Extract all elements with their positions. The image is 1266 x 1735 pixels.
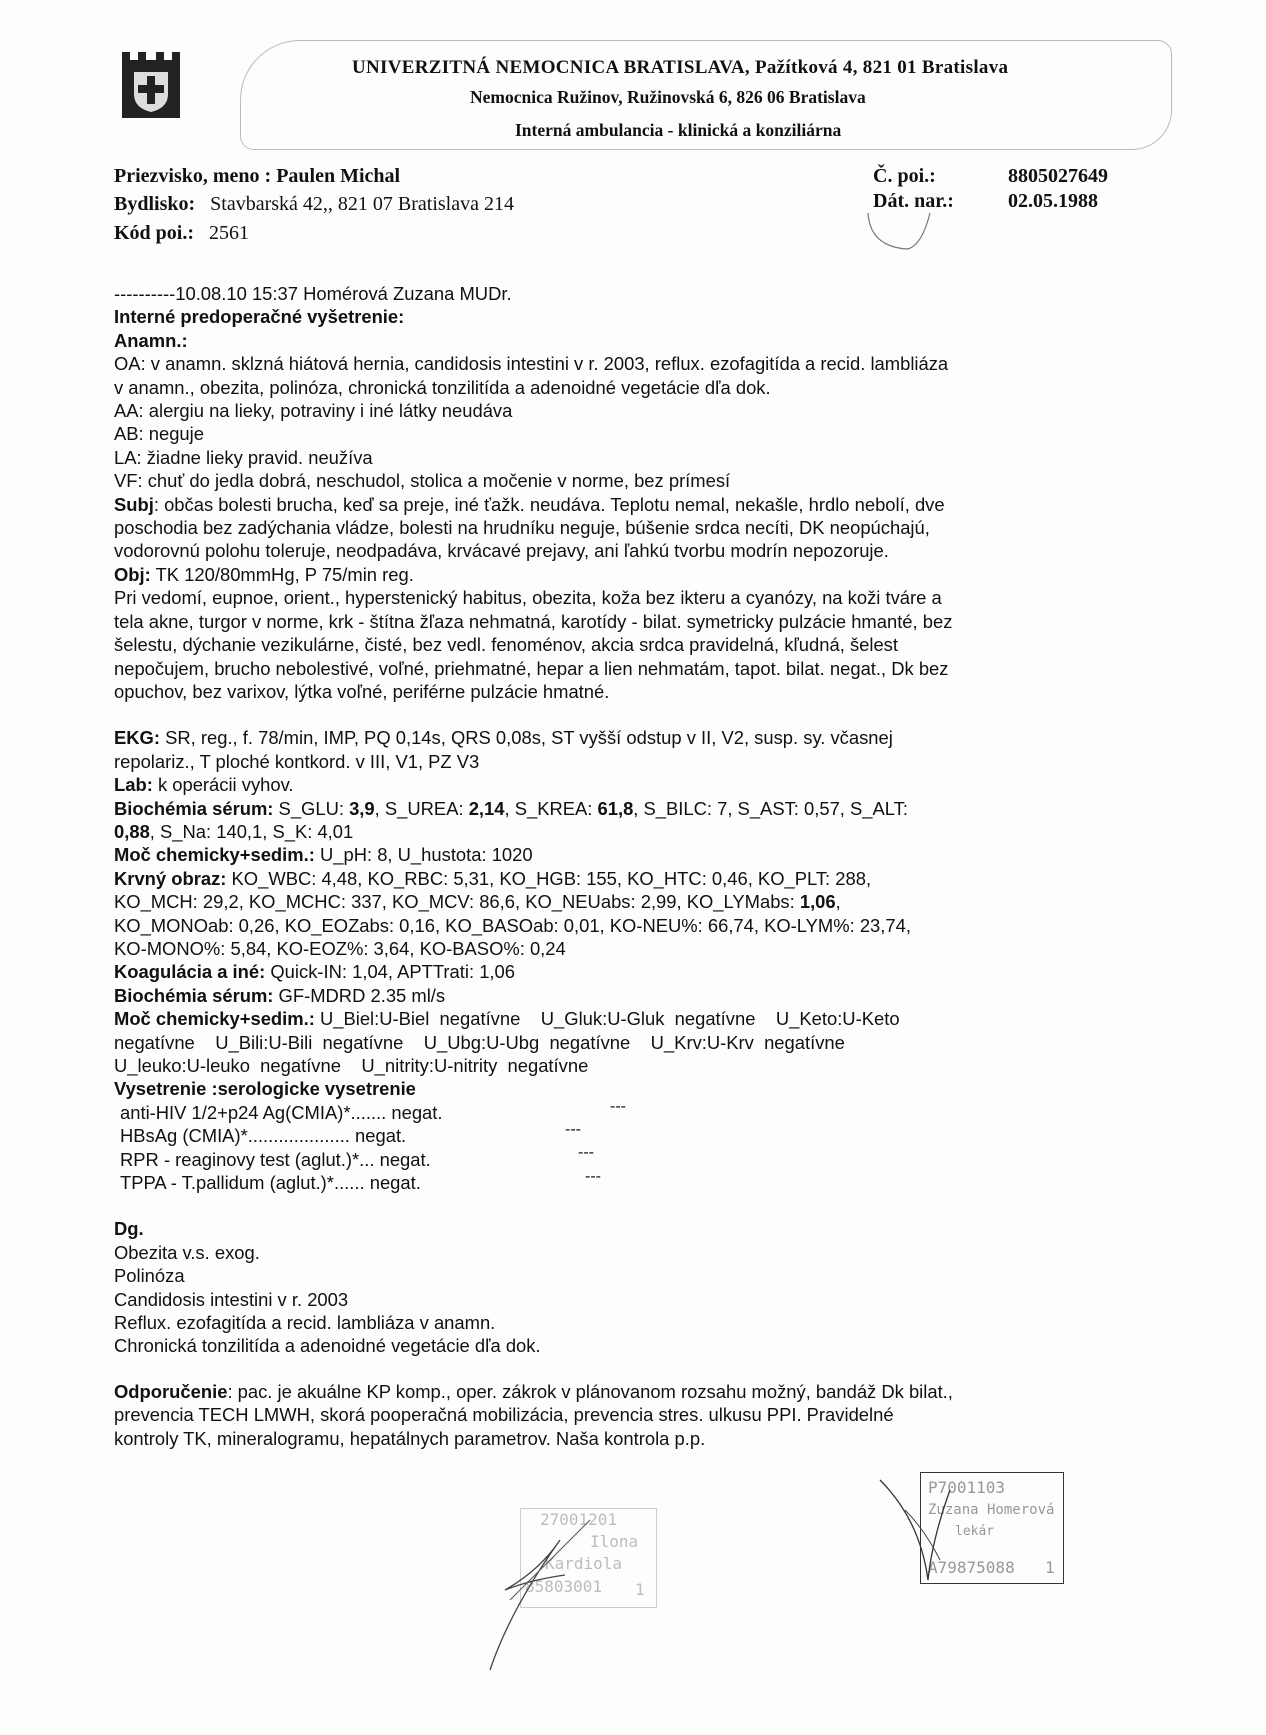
oa-line-1: OA: v anamn. sklzná hiátová hernia, candidosis intestini v r. 2003, reflux. ezofagitída a recid. lambliáza — [114, 353, 949, 375]
biochem-line-1: Biochémia sérum: S_GLU: 3,9, S_UREA: 2,14, S_KREA: 61,8, S_BILC: 7, S_AST: 0,57, S_ALT: — [114, 797, 908, 819]
left-stamp-line-3: Kardiola — [545, 1554, 623, 1573]
vf-line: VF: chuť do jedla dobrá, neschudol, stolica a močenie v norme, bez prímesí — [114, 470, 731, 492]
department-name: Interná ambulancia - klinická a konziliárna — [515, 120, 842, 140]
lab-line: Lab: k operácii vyhov. — [114, 774, 294, 796]
patient-address: Stavbarská 42,, 821 07 Bratislava 214 — [210, 193, 514, 215]
serology-hiv-dash: --- — [610, 1098, 626, 1115]
recommendation-line-3: kontroly TK, mineralogramu, hepatálnych parametrov. Naša kontrola p.p. — [114, 1427, 706, 1449]
anamnesis-label: Anamn.: — [114, 329, 188, 351]
diagnosis-4: Reflux. ezofagitída a recid. lambliáza v anamn. — [114, 1312, 496, 1334]
urine2-line-3: U_leuko:U-leuko negatívne U_nitrity:U-nitrity negatívne — [114, 1055, 589, 1076]
serology-hbsag: HBsAg (CMIA)*.................... negat. — [120, 1125, 407, 1147]
serology-hbsag-dash: --- — [565, 1121, 581, 1138]
subj-line-1: Subj: občas bolesti brucha, keď sa preje, iné ťažk. neudáva. Teplotu nemal, nekašle, hrdlo nebolí, dve — [114, 493, 945, 515]
left-stamp-line-2: Ilona — [590, 1532, 639, 1551]
diagnosis-5: Chronická tonzilitída a adenoidné vegetácie dľa dok. — [114, 1335, 541, 1357]
blood-count-line-3: KO_MONOab: 0,26, KO_EOZabs: 0,16, KO_BASOab: 0,01, KO-NEU%: 66,74, KO-LYM%: 23,74, — [114, 914, 911, 936]
right-stamp-line-1: P7001103 — [928, 1478, 1006, 1497]
recommendation-line-1: Odporučenie: pac. je akuálne KP komp., oper. zákrok v plánovanom rozsahu možný, bandáž Dk bilat., — [114, 1380, 953, 1402]
signature-left — [470, 1500, 650, 1680]
urine2-line-1: Moč chemicky+sedim.: U_Biel:U-Biel negatívne U_Gluk:U-Gluk negatívne U_Keto:U-Keto — [114, 1008, 900, 1030]
ekg-line-2: repolariz., T ploché kontkord. v III, V1, PZ V3 — [114, 750, 480, 772]
obj-line-5: nepočujem, brucho nebolestivé, voľné, priehmatné, hepar a lien nehmatám, tapot. bilat. negat., Dk bez — [114, 657, 949, 679]
serology-rpr-dash: --- — [578, 1144, 594, 1161]
coagulation-line: Koagulácia a iné: Quick-IN: 1,04, APTTrati: 1,06 — [114, 961, 515, 983]
insurer-code-row — [114, 222, 249, 245]
right-stamp-line-4: A79875088 — [928, 1558, 1015, 1577]
hospital-logo — [120, 52, 182, 120]
biochem-line-2: 0,88, S_Na: 140,1, S_K: 4,01 — [114, 820, 354, 842]
obj-line-1: Obj: TK 120/80mmHg, P 75/min reg. — [114, 563, 414, 585]
serology-rpr: RPR - reaginovy test (aglut.)*... negat. — [120, 1148, 431, 1170]
subj-line-3: vodorovnú polohu toleruje, neodpadáva, krvácavé prejavy, ani ľahkú tvorbu modrín nepozoruje. — [114, 540, 889, 562]
insurer-code: 2561 — [209, 222, 250, 244]
patient-name: Paulen Michal — [276, 165, 401, 187]
serology-hiv: anti-HIV 1/2+p24 Ag(CMIA)*....... negat. — [120, 1101, 443, 1123]
patient-name-row — [114, 165, 400, 188]
exam-title: Interné predoperačné vyšetrenie: — [114, 306, 405, 328]
right-stamp-number: 1 — [1045, 1558, 1055, 1577]
ab-line: AB: neguje — [114, 423, 204, 445]
birth-date-label: Dát. nar.: — [873, 190, 954, 212]
la-line: LA: žiadne lieky pravid. neužíva — [114, 446, 373, 468]
subj-line-2: poschodia bez zadýchania vládze, bolesti na hrudníku neguje, búšenie srdca necíti, DK neopúchajú, — [114, 517, 930, 539]
left-stamp-line-4: 85803001 — [525, 1577, 603, 1596]
patient-address-row — [114, 193, 514, 216]
urine-line-1: Moč chemicky+sedim.: U_pH: 8, U_hustota: 1020 — [114, 844, 533, 866]
patient-name-label: Priezvisko, meno : — [114, 165, 272, 187]
patient-address-label: Bydlisko: — [114, 193, 196, 215]
aa-line: AA: alergiu na lieky, potraviny i iné látky neudáva — [114, 400, 513, 422]
urine2-line-2: negatívne U_Bili:U-Bili negatívne U_Ubg:U-Ubg negatívne U_Krv:U-Krv negatívne — [114, 1031, 845, 1053]
recommendation-line-2: prevencia TECH LMWH, skorá pooperačná mobilizácia, prevencia stres. ulkusu PPI. Pravidelné — [114, 1404, 894, 1426]
biochem2-line: Biochémia sérum: GF-MDRD 2.35 ml/s — [114, 984, 446, 1006]
right-stamp-line-3: lekár — [955, 1524, 995, 1539]
insurance-no: 8805027649 — [1008, 165, 1108, 187]
blood-count-line-2: KO_MCH: 29,2, KO_MCHC: 337, KO_MCV: 86,6, KO_NEUabs: 2,99, KO_LYMabs: 1,06, — [114, 891, 841, 913]
serology-tppa: TPPA - T.pallidum (aglut.)*...... negat. — [120, 1172, 421, 1194]
oa-line-2: v anamn., obezita, polinóza, chronická tonzilitída a adenoidné vegetácie dľa dok. — [114, 376, 771, 398]
obj-line-6: opuchov, bez varixov, lýtka voľné, periférne pulzácie hmatné. — [114, 680, 610, 702]
blood-count-line-1: Krvný obraz: KO_WBC: 4,48, KO_RBC: 5,31, KO_HGB: 155, KO_HTC: 0,46, KO_PLT: 288, — [114, 867, 872, 889]
insurer-code-label: Kód poi.: — [114, 222, 195, 244]
signature-right — [870, 1470, 990, 1600]
diagnosis-label: Dg. — [114, 1218, 144, 1240]
handwritten-mark — [860, 205, 950, 265]
birth-date: 02.05.1988 — [1008, 190, 1098, 212]
obj-line-2: Pri vedomí, eupnoe, orient., hyperstenický habitus, obezita, koža bez ikteru a cyanózy, na koži tváre a — [114, 587, 942, 609]
entry-line: ----------10.08.10 15:37 Homérová Zuzana MUDr. — [114, 283, 512, 304]
serology-title: Vysetrenie :serologicke vysetrenie — [114, 1078, 416, 1100]
blood-count-line-4: KO-MONO%: 5,84, KO-EOZ%: 3,64, KO-BASO%: 0,24 — [114, 937, 566, 959]
diagnosis-1: Obezita v.s. exog. — [114, 1241, 260, 1263]
insurance-no-label: Č. poi.: — [873, 165, 936, 187]
diagnosis-3: Candidosis intestini v r. 2003 — [114, 1288, 349, 1310]
left-stamp-line-1: 27001201 — [540, 1510, 618, 1529]
serology-tppa-dash: --- — [585, 1168, 601, 1185]
diagnosis-2: Polinóza — [114, 1265, 185, 1287]
obj-line-4: šelestu, dýchanie vezikulárne, čisté, bez vedl. fenoménov, akcia srdca pravidelná, kľudná, šelest — [114, 634, 898, 656]
hospital-name: UNIVERZITNÁ NEMOCNICA BRATISLAVA, Pažítková 4, 821 01 Bratislava — [352, 57, 1009, 78]
right-stamp-line-2: Zuzana Homerová — [928, 1502, 1055, 1518]
left-stamp-number: 1 — [635, 1580, 645, 1599]
obj-line-3: tela akne, turgor v norme, krk - štítna žľaza nehmatná, karotídy - bilat. symetricky pulzácie hmanté, bez — [114, 610, 953, 632]
ekg-line-1: EKG: SR, reg., f. 78/min, IMP, PQ 0,14s, QRS 0,08s, ST vyšší odstup v II, V2, susp. sy. včasnej — [114, 727, 893, 749]
hospital-branch: Nemocnica Ružinov, Ružinovská 6, 826 06 Bratislava — [470, 87, 866, 107]
report-body — [114, 282, 1114, 1450]
